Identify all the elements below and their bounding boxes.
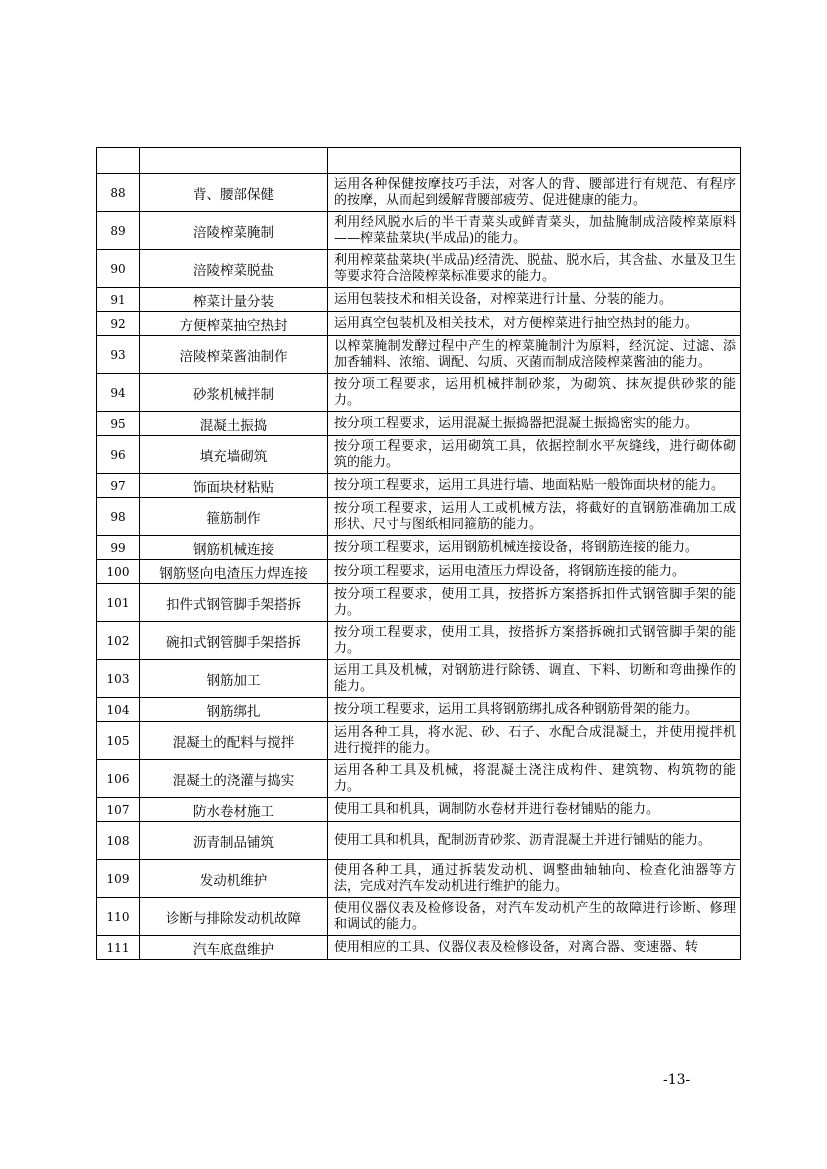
skill-description: 按分项工程要求，运用电渣压力焊设备，将钢筋连接的能力。 xyxy=(328,560,741,584)
row-number: 102 xyxy=(97,622,140,660)
skill-name: 沥青制品铺筑 xyxy=(140,822,328,860)
table-row xyxy=(97,584,741,622)
table-row xyxy=(97,622,741,660)
skill-description: 使用各种工具，通过拆装发动机、调整曲轴轴向、检查化油器等方法，完成对汽车发动机进行维护的能力。 xyxy=(328,860,741,898)
table-row xyxy=(97,412,741,436)
skill-name: 混凝土的浇灌与捣实 xyxy=(140,760,328,798)
table-row xyxy=(97,822,741,860)
skill-name: 饰面块材粘贴 xyxy=(140,474,328,498)
skill-description: 运用各种工具，将水泥、砂、石子、水配合成混凝土，并使用搅拌机进行搅拌的能力。 xyxy=(328,722,741,760)
table-row xyxy=(97,436,741,474)
row-number: 108 xyxy=(97,822,140,860)
skill-description: 按分项工程要求，运用工具将钢筋绑扎成各种钢筋骨架的能力。 xyxy=(328,698,741,722)
skills-table xyxy=(96,147,741,960)
row-number: 101 xyxy=(97,584,140,622)
row-number: 99 xyxy=(97,536,140,560)
skill-description: 利用经风脱水后的半干青菜头或鲜青菜头，加盐腌制成涪陵榨菜原料——榨菜盐菜块(半成品)的能力。 xyxy=(328,212,741,250)
skill-name: 发动机维护 xyxy=(140,860,328,898)
skill-description: 按分项工程要求，运用机械拌制砂浆，为砌筑、抹灰提供砂浆的能力。 xyxy=(328,374,741,412)
skill-name: 涪陵榨菜腌制 xyxy=(140,212,328,250)
skill-description: 运用真空包装机及相关技术，对方便榨菜进行抽空热封的能力。 xyxy=(328,312,741,336)
row-number: 94 xyxy=(97,374,140,412)
skill-description: 使用工具和机具，配制沥青砂浆、沥青混凝土并进行铺贴的能力。 xyxy=(328,822,741,860)
table-row xyxy=(97,250,741,288)
skill-description: 按分项工程要求，使用工具，按搭拆方案搭拆碗扣式钢管脚手架的能力。 xyxy=(328,622,741,660)
skill-name: 涪陵榨菜脱盐 xyxy=(140,250,328,288)
row-number: 88 xyxy=(97,174,140,212)
row-number: 89 xyxy=(97,212,140,250)
skill-description: 按分项工程要求，运用钢筋机械连接设备，将钢筋连接的能力。 xyxy=(328,536,741,560)
skill-description: 按分项工程要求，运用人工或机械方法，将截好的直钢筋准确加工成形状、尺寸与图纸相同箍筋的能力。 xyxy=(328,498,741,536)
row-number: 91 xyxy=(97,288,140,312)
table-row xyxy=(97,698,741,722)
skill-name: 防水卷材施工 xyxy=(140,798,328,822)
table-row xyxy=(97,722,741,760)
skill-description: 使用仪器仪表及检修设备，对汽车发动机产生的故障进行诊断、修理和调试的能力。 xyxy=(328,898,741,936)
skill-name: 混凝土振捣 xyxy=(140,412,328,436)
table-row xyxy=(97,898,741,936)
row-number: 107 xyxy=(97,798,140,822)
skill-name: 钢筋加工 xyxy=(140,660,328,698)
skills-table-body xyxy=(97,148,741,960)
skill-description: 按分项工程要求，运用工具进行墙、地面粘贴一般饰面块材的能力。 xyxy=(328,474,741,498)
skill-description: 利用榨菜盐菜块(半成品)经清洗、脱盐、脱水后，其含盐、水量及卫生等要求符合涪陵榨菜标准要求的能力。 xyxy=(328,250,741,288)
page-number: -13- xyxy=(663,1072,691,1088)
table-header-row xyxy=(97,148,741,174)
row-number: 97 xyxy=(97,474,140,498)
skill-description: 以榨菜腌制发酵过程中产生的榨菜腌制汁为原料，经沉淀、过滤、添加香辅料、浓缩、调配、勾质、灭菌而制成涪陵榨菜酱油的能力。 xyxy=(328,336,741,374)
row-number: 93 xyxy=(97,336,140,374)
skill-name: 钢筋竖向电渣压力焊连接 xyxy=(140,560,328,584)
skill-name: 钢筋机械连接 xyxy=(140,536,328,560)
row-number: 109 xyxy=(97,860,140,898)
row-number: 111 xyxy=(97,936,140,960)
skill-description: 按分项工程要求，运用砌筑工具，依据控制水平灰缝线，进行砌体砌筑的能力。 xyxy=(328,436,741,474)
row-number: 92 xyxy=(97,312,140,336)
skill-name: 混凝土的配料与搅拌 xyxy=(140,722,328,760)
skill-name: 榨菜计量分装 xyxy=(140,288,328,312)
row-number: 103 xyxy=(97,660,140,698)
skill-description: 按分项工程要求，使用工具，按搭拆方案搭拆扣件式钢管脚手架的能力。 xyxy=(328,584,741,622)
skill-name: 诊断与排除发动机故障 xyxy=(140,898,328,936)
table-row xyxy=(97,560,741,584)
row-number: 96 xyxy=(97,436,140,474)
table-row xyxy=(97,498,741,536)
skill-name: 涪陵榨菜酱油制作 xyxy=(140,336,328,374)
table-row xyxy=(97,936,741,960)
skill-name: 钢筋绑扎 xyxy=(140,698,328,722)
skill-description: 运用工具及机械，对钢筋进行除锈、调直、下料、切断和弯曲操作的能力。 xyxy=(328,660,741,698)
table-row xyxy=(97,760,741,798)
skill-description: 使用相应的工具、仪器仪表及检修设备，对离合器、变速器、转 xyxy=(328,936,741,960)
table-row xyxy=(97,860,741,898)
table-row xyxy=(97,374,741,412)
skill-name: 背、腰部保健 xyxy=(140,174,328,212)
table-row xyxy=(97,212,741,250)
table-row xyxy=(97,536,741,560)
row-number: 110 xyxy=(97,898,140,936)
skill-name: 汽车底盘维护 xyxy=(140,936,328,960)
skill-name: 扣件式钢管脚手架搭拆 xyxy=(140,584,328,622)
skill-name: 填充墙砌筑 xyxy=(140,436,328,474)
skill-name: 砂浆机械拌制 xyxy=(140,374,328,412)
row-number: 90 xyxy=(97,250,140,288)
table-row xyxy=(97,288,741,312)
skill-name: 方便榨菜抽空热封 xyxy=(140,312,328,336)
skill-description: 运用各种工具及机械，将混凝土浇注成构件、建筑物、构筑物的能力。 xyxy=(328,760,741,798)
skill-description: 使用工具和机具，调制防水卷材并进行卷材铺贴的能力。 xyxy=(328,798,741,822)
skill-name: 箍筋制作 xyxy=(140,498,328,536)
row-number: 104 xyxy=(97,698,140,722)
row-number: 98 xyxy=(97,498,140,536)
skill-description: 按分项工程要求，运用混凝土振捣器把混凝土振捣密实的能力。 xyxy=(328,412,741,436)
row-number: 95 xyxy=(97,412,140,436)
table-row xyxy=(97,312,741,336)
skill-description: 运用包装技术和相关设备，对榨菜进行计量、分装的能力。 xyxy=(328,288,741,312)
header-cell-description xyxy=(328,148,741,174)
header-cell-name xyxy=(140,148,328,174)
table-row xyxy=(97,798,741,822)
table-row xyxy=(97,336,741,374)
row-number: 100 xyxy=(97,560,140,584)
row-number: 105 xyxy=(97,722,140,760)
skill-name: 碗扣式钢管脚手架搭拆 xyxy=(140,622,328,660)
table-row xyxy=(97,174,741,212)
table-row xyxy=(97,474,741,498)
row-number: 106 xyxy=(97,760,140,798)
header-cell-number xyxy=(97,148,140,174)
table-row xyxy=(97,660,741,698)
skill-description: 运用各种保健按摩技巧手法，对客人的背、腰部进行有规范、有程序的按摩，从而起到缓解背腰部疲劳、促进健康的能力。 xyxy=(328,174,741,212)
